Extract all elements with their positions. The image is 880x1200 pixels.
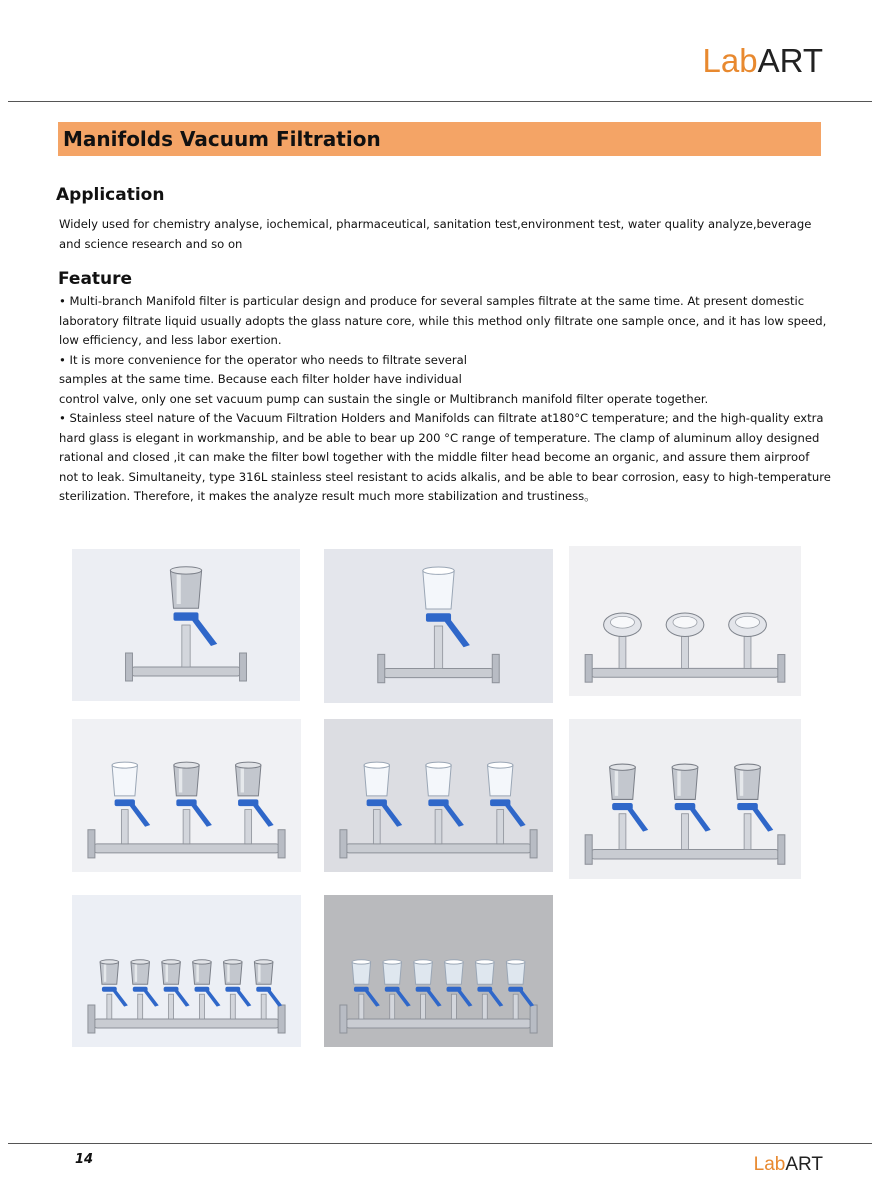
logo-lab-text: Lab bbox=[702, 42, 758, 79]
text-line: rational and closed ,it can make the filter bowl together with the middle filter head become an organic, and assure them airproof bbox=[59, 450, 810, 464]
photo-illustration bbox=[324, 549, 553, 703]
photo-illustration bbox=[324, 895, 553, 1047]
product-photo-triple-caps bbox=[569, 546, 801, 696]
text-line: hard glass is elegant in workmanship, and be able to bear up 200 °C range of temperature. The clamp of aluminum alloy designed bbox=[59, 430, 820, 445]
section-title-bar: Manifolds Vacuum Filtration bbox=[58, 122, 821, 156]
product-photo-single-steel bbox=[72, 549, 300, 701]
logo-bottom bbox=[754, 1154, 823, 1176]
text-line: control valve, only one set vacuum pump can sustain the single or Multibranch manifold filter operate together. bbox=[59, 391, 709, 406]
product-photo-six-steel bbox=[72, 895, 301, 1047]
text-line: • Stainless steel nature of the Vacuum Filtration Holders and Manifolds can filtrate at180°C temperature; and the high-quality extra bbox=[59, 411, 824, 425]
application-heading: Application bbox=[56, 185, 165, 205]
photo-illustration bbox=[569, 546, 801, 696]
logo-lab-text: Lab bbox=[753, 1154, 786, 1175]
text-line: • Multi-branch Manifold filter is particular design and produce for several samples filtrate at the same time. At present domestic bbox=[59, 294, 805, 308]
photo-illustration bbox=[569, 719, 801, 879]
feature-text bbox=[59, 292, 831, 507]
product-photo-six-glass bbox=[324, 895, 553, 1047]
text-line: sterilization. Therefore, it makes the analyze result much more stabilization and trustiness。 bbox=[59, 489, 596, 503]
logo-top bbox=[703, 42, 823, 80]
product-photo-single-glass bbox=[324, 549, 553, 703]
feature-heading: Feature bbox=[58, 269, 133, 289]
product-photo-triple-steel bbox=[569, 719, 801, 879]
logo-art-text: ART bbox=[757, 42, 823, 79]
text-line: • It is more convenience for the operator who needs to filtrate several bbox=[59, 352, 467, 367]
footer-divider bbox=[8, 1143, 872, 1144]
text-line: not to leak. Simultaneity, type 316L stainless steel resistant to acids alkalis, and be able to bear corrosion, easy to high-temperature bbox=[59, 469, 831, 484]
photo-illustration bbox=[72, 719, 301, 872]
photo-illustration bbox=[72, 549, 300, 701]
text-line: low efficiency, and less labor exertion. bbox=[59, 333, 282, 347]
product-photo-triple-mixed bbox=[72, 719, 301, 872]
header-divider bbox=[8, 101, 872, 102]
page-number: 14 bbox=[75, 1152, 94, 1167]
text-line: Widely used for chemistry analyse, iochemical, pharmaceutical, sanitation test,environment test, water quality analyze,beverage bbox=[59, 217, 812, 231]
text-line: samples at the same time. Because each filter holder have individual bbox=[59, 372, 462, 386]
application-text bbox=[59, 215, 811, 254]
logo-art-text: ART bbox=[785, 1154, 823, 1175]
photo-illustration bbox=[72, 895, 301, 1047]
photo-illustration bbox=[324, 719, 553, 872]
text-line: and science research and so on bbox=[59, 236, 243, 251]
text-line: laboratory filtrate liquid usually adopts the glass nature core, while this method only filtrate one sample once, and it has low speed, bbox=[59, 313, 827, 328]
product-photo-triple-glass bbox=[324, 719, 553, 872]
